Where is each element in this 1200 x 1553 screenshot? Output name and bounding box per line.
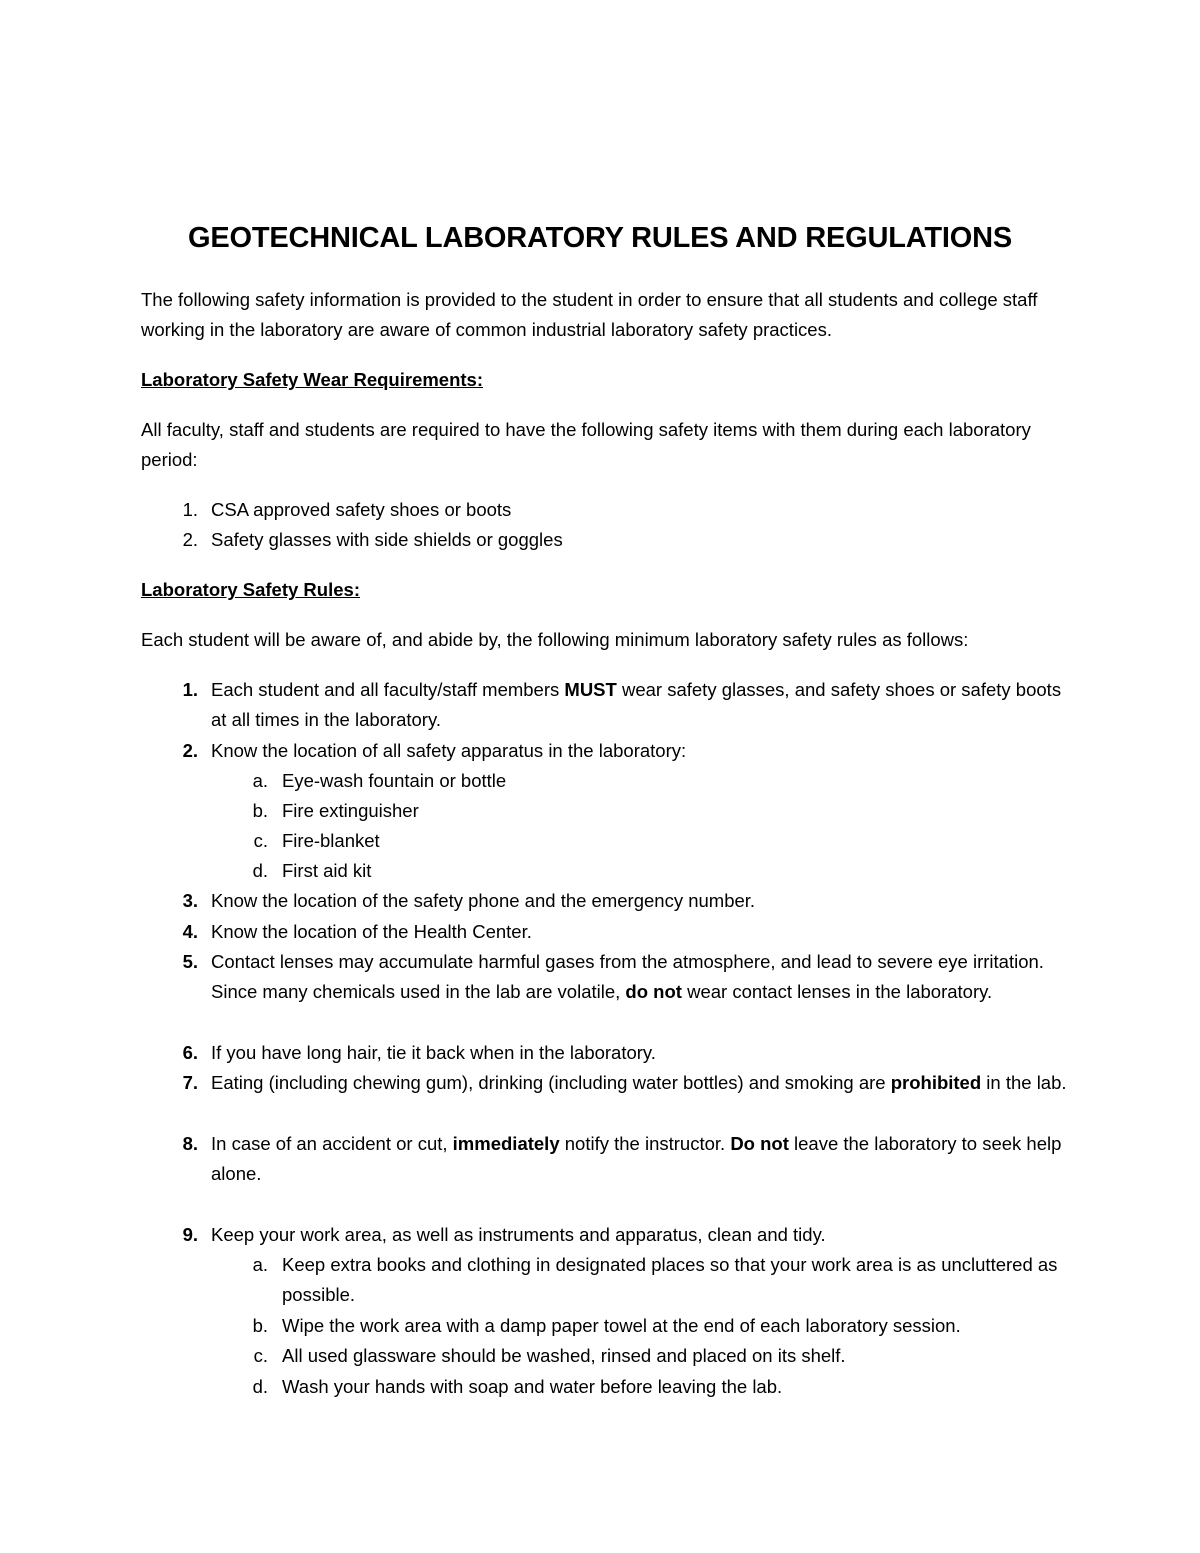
rule-text: Know the location of the Health Center. — [211, 921, 532, 942]
rules-section-heading: Laboratory Safety Rules: — [141, 579, 360, 600]
rule-text: Eating (including chewing gum), drinking (including water bottles) and smoking are prohibited in the lab. — [211, 1072, 1067, 1093]
sub-list-text: Fire extinguisher — [282, 800, 419, 821]
rule-number: 5. — [182, 951, 198, 972]
sub-list-letter: a. — [252, 770, 268, 791]
sub-list-letter: b. — [252, 800, 268, 821]
rules-section-text: Each student will be aware of, and abide by, the following minimum laboratory safety rules as follows: — [141, 629, 969, 650]
rule-number: 7. — [182, 1072, 198, 1093]
rule-number: 9. — [182, 1224, 198, 1245]
rule-text: Know the location of the safety phone and the emergency number. — [211, 890, 756, 911]
rule-number: 1. — [182, 679, 198, 700]
wear-section-text: All faculty, staff and students are required to have the following safety items with them during each laboratory period: — [141, 419, 1031, 470]
sub-list-text: Eye-wash fountain or bottle — [282, 770, 507, 791]
sub-list-letter: c. — [253, 1345, 268, 1366]
sub-list-text: Fire-blanket — [282, 830, 380, 851]
sub-list-letter: b. — [252, 1315, 268, 1336]
list-text: Safety glasses with side shields or goggles — [211, 529, 563, 550]
sub-list-text: All used glassware should be washed, rinsed and placed on its shelf. — [282, 1345, 846, 1366]
wear-section-heading: Laboratory Safety Wear Requirements: — [141, 369, 484, 390]
rule-number: 2. — [182, 740, 198, 761]
emphasis-text: immediately — [452, 1133, 560, 1154]
sub-list-letter: c. — [253, 830, 268, 851]
rule-text: Keep your work area, as well as instruments and apparatus, clean and tidy. — [211, 1224, 826, 1245]
rule-text: Know the location of all safety apparatus in the laboratory: — [211, 740, 687, 761]
sub-list-text: Wash your hands with soap and water before leaving the lab. — [282, 1376, 783, 1397]
page-title: GEOTECHNICAL LABORATORY RULES AND REGULATIONS — [188, 222, 1012, 254]
sub-list-text: First aid kit — [282, 860, 372, 881]
intro-paragraph: The following safety information is provided to the student in order to ensure that all students and college staff working in the laboratory are aware of common industrial laboratory safety practices. — [141, 289, 1038, 340]
emphasis-text: Do not — [730, 1133, 789, 1154]
rule-text: If you have long hair, tie it back when in the laboratory. — [211, 1042, 656, 1063]
rule-text: Contact lenses may accumulate harmful gases from the atmosphere, and lead to severe eye irritation. Since many chemicals used in the lab are volatile, do not wear contact lenses in the laboratory. — [211, 951, 1044, 1002]
rule-text: In case of an accident or cut, immediately notify the instructor. Do not leave the laboratory to seek help alone. — [211, 1133, 1062, 1184]
list-text: CSA approved safety shoes or boots — [211, 499, 512, 520]
emphasis-text: do not — [625, 981, 682, 1002]
list-number: 1. — [182, 499, 198, 520]
rule-number: 4. — [182, 921, 198, 942]
rule-number: 6. — [182, 1042, 198, 1063]
list-number: 2. — [182, 529, 198, 550]
sub-list-text: Keep extra books and clothing in designated places so that your work area is as uncluttered as possible. — [282, 1254, 1058, 1305]
sub-list-letter: a. — [252, 1254, 268, 1275]
sub-list-letter: d. — [252, 860, 268, 881]
sub-list-letter: d. — [252, 1376, 268, 1397]
rule-number: 8. — [182, 1133, 198, 1154]
rule-number: 3. — [182, 890, 198, 911]
emphasis-text: prohibited — [890, 1072, 982, 1093]
rule-text: Each student and all faculty/staff members MUST wear safety glasses, and safety shoes or safety boots at all times in the laboratory. — [211, 679, 1062, 730]
sub-list-text: Wipe the work area with a damp paper towel at the end of each laboratory session. — [282, 1315, 961, 1336]
emphasis-text: MUST — [564, 679, 617, 700]
